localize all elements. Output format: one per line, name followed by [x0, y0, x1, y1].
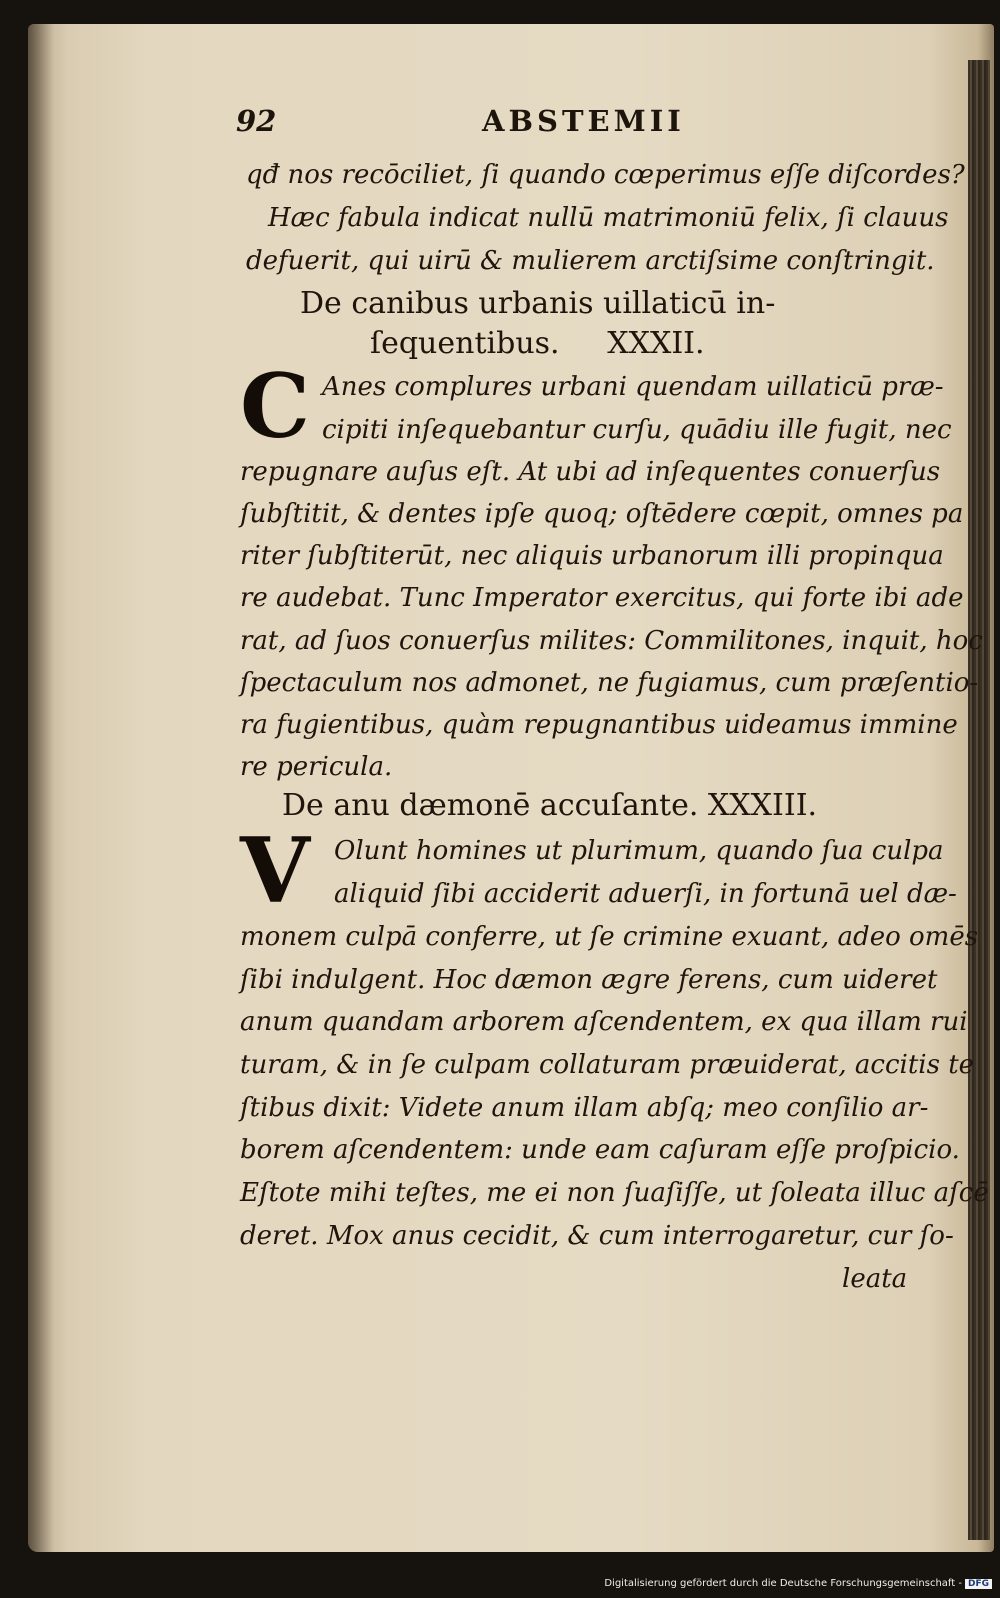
page-edges — [968, 60, 990, 1540]
text-line: riter ſubſtiterūt, nec aliquis urbanorum illi propinqua — [240, 541, 944, 571]
drop-cap: V — [240, 818, 310, 924]
catchword: leata — [842, 1264, 908, 1294]
text-line: aliquid ſibi acciderit aduerſi, in fortunā uel dæ- — [334, 879, 957, 909]
text-line: repugnare auſus eſt. At ubi ad inſequentes conuerſus — [240, 457, 941, 487]
text-line: Anes complures urbani quendam uillaticū præ- — [322, 372, 944, 402]
text-line: Hæc fabula indicat nullū matrimoniū felix, ſi clauus — [268, 203, 949, 233]
text-line: Olunt homines ut plurimum, quando ſua culpa — [334, 836, 944, 866]
fable-title: De anu dæmonē accuſante. XXXIII. — [282, 788, 818, 823]
text-line: re audebat. Tunc Imperator exercitus, qui forte ibi ade — [240, 583, 964, 613]
text-line: ſpectaculum nos admonet, ne fugiamus, cum præſentio- — [240, 668, 979, 698]
text-line: cipiti inſequebantur curſu, quādiu ille fugit, nec — [322, 415, 952, 445]
text-line: ſibi indulgent. Hoc dæmon ægre ferens, cum uideret — [240, 965, 938, 995]
text-line: deret. Mox anus cecidit, & cum interrogaretur, cur ſo- — [240, 1221, 954, 1251]
text-line: defuerit, qui uirū & mulierem arctiſsime conſtringit. — [246, 246, 935, 276]
text-line: turam, & in ſe culpam collaturam præuiderat, accitis te — [240, 1050, 975, 1080]
gutter-shadow — [28, 24, 54, 1552]
text-line: qđ nos recōciliet, ſi quando cœperimus eſſe diſcordes? — [246, 160, 965, 190]
text-line: ſubſtitit, & dentes ipſe quoq; oſtēdere cœpit, omnes pa — [240, 499, 964, 529]
dfg-logo: DFG — [965, 1579, 992, 1589]
text-line: monem culpā conferre, ut ſe crimine exuant, adeo omēs — [240, 922, 979, 952]
text-line: re pericula. — [240, 752, 393, 782]
credit-text: Digitalisierung gefördert durch die Deutsche Forschungsgemeinschaft - — [604, 1578, 962, 1589]
text-line: ſtibus dixit: Videte anum illam abſq; meo conſilio ar- — [240, 1093, 929, 1123]
page-number: 92 — [236, 104, 277, 138]
text-line: rat, ad ſuos conuerſus milites: Commilitones, inquit, hoc — [240, 626, 983, 656]
text-line: Eſtote mihi teſtes, me ei non ſuaſiſſe, ut ſoleata illuc aſcē — [240, 1178, 989, 1208]
text-line: anum quandam arborem aſcendentem, ex qua illam rui — [240, 1007, 968, 1037]
digitization-credit — [604, 1578, 992, 1589]
drop-cap: C — [240, 354, 311, 458]
fable-title: De canibus urbanis uillaticū in- — [300, 286, 776, 321]
text-line: borem aſcendentem: unde eam caſuram eſſe proſpicio. — [240, 1135, 960, 1165]
running-head: ABSTEMII — [482, 104, 685, 138]
text-line: ra fugientibus, quàm repugnantibus uideamus immine — [240, 710, 958, 740]
fable-title: ſequentibus. XXXII. — [370, 326, 705, 361]
